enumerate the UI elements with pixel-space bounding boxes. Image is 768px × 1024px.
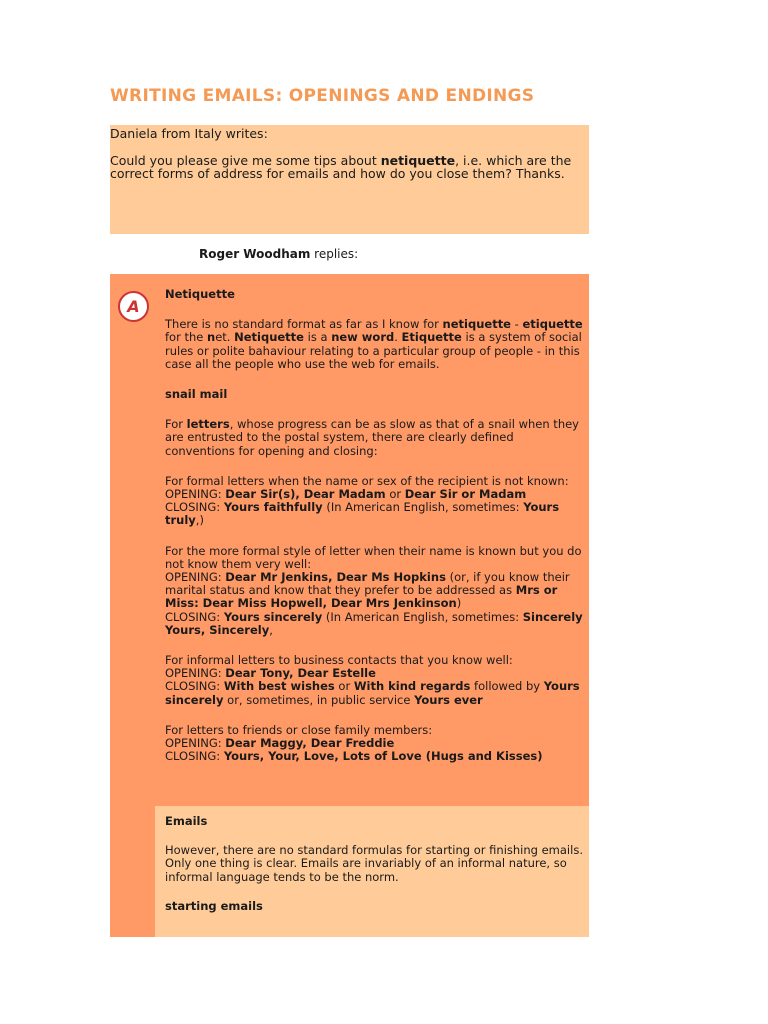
paragraph-formal-unknown: For formal letters when the name or sex of the recipient is not known: OPENING: Dear Sir(s), Dear Madam or Dear Sir or Madam CLOSING: Yours faithfully (In American English, sometimes: Yours truly,) — [165, 473, 569, 528]
question-box — [110, 125, 589, 234]
paragraph-friends-family: For letters to friends or close family members: OPENING: Dear Maggy, Dear Freddie CLOSING: Yours, Your, Love, Lots of Love (Hugs and Kisses) — [165, 722, 543, 764]
question-intro: Daniela from Italy writes: — [110, 126, 268, 141]
answer-content — [165, 288, 585, 780]
question-text: Could you please give me some tips about netiquette, i.e. which are the correct forms of address for emails and how do you close them? Thanks. — [110, 152, 572, 182]
paragraph-informal-business: For informal letters to business contacts that you know well: OPENING: Dear Tony, Dear Estelle CLOSING: With best wishes or With kind regards followed by Yours sincerely or, sometimes, in public service Yours ever — [165, 653, 580, 707]
section-heading-emails: Emails — [165, 814, 208, 828]
page-title: WRITING EMAILS: OPENINGS AND ENDINGS — [110, 86, 535, 106]
paragraph-emails: However, there are no standard formulas for starting or finishing emails. Only one thing is clear. Emails are invariably of an informal nature, so informal language tends to be the norm. — [165, 843, 583, 884]
author-name: Roger Woodham — [199, 247, 311, 261]
section-heading-snail-mail: snail mail — [165, 387, 228, 402]
answer-badge-icon: A — [118, 291, 149, 322]
section-heading-starting-emails: starting emails — [165, 898, 263, 913]
paragraph-formal-known: For the more formal style of letter when their name is known but you do not know them very well: OPENING: Dear Mr Jenkins, Dear Ms Hopkins (or, if you know their marital status and know that they prefer to be addressed as Mrs or Miss: Dear Miss Hopwell, Dear Mrs Jenkinson) CLOSING: Yours sincerely (In American English, sometimes: Sincerely Yours, Sincerely, — [165, 543, 583, 637]
section-heading-netiquette: Netiquette — [165, 287, 235, 301]
paragraph-letters: For letters, whose progress can be as slow as that of a snail when they are entrusted to the postal system, there are clearly defined conventions for opening and closing: — [165, 417, 579, 458]
paragraph-netiquette: There is no standard format as far as I know for netiquette - etiquette for the net. Netiquette is a new word. Etiquette is a system of social rules or polite bahaviour relating to a particular group of people - in this case all the people who use the web for emails. — [165, 317, 583, 371]
emails-content — [165, 815, 585, 929]
reply-byline: Roger Woodham replies: — [199, 247, 359, 261]
